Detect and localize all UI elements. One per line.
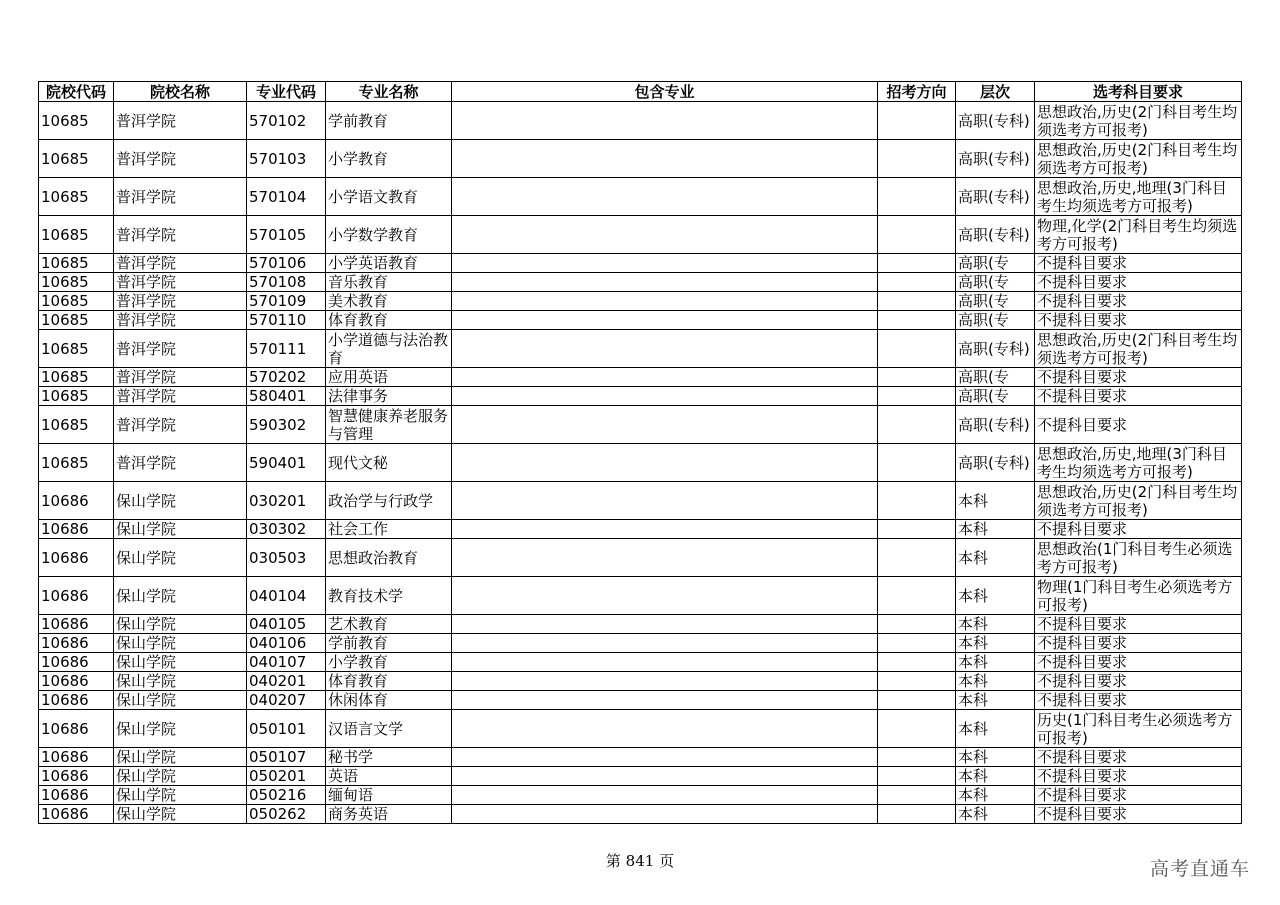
cell-school-name: 普洱学院 <box>114 311 247 330</box>
cell-school-name: 保山学院 <box>114 520 247 539</box>
cell-level: 本科 <box>956 786 1035 805</box>
cell-subject-requirement: 历史(1门科目考生必须选考方可报考) <box>1035 710 1242 748</box>
cell-school-code: 10686 <box>39 710 114 748</box>
cell-direction <box>878 805 956 824</box>
cell-level: 本科 <box>956 710 1035 748</box>
cell-major-name: 政治学与行政学 <box>326 482 452 520</box>
cell-school-code: 10686 <box>39 634 114 653</box>
table-row <box>39 292 1242 311</box>
cell-school-name: 保山学院 <box>114 482 247 520</box>
cell-subject-requirement: 物理,化学(2门科目考生均须选考方可报考) <box>1035 216 1242 254</box>
cell-direction <box>878 330 956 368</box>
cell-direction <box>878 539 956 577</box>
table-row <box>39 710 1242 748</box>
cell-level: 本科 <box>956 520 1035 539</box>
table-row <box>39 520 1242 539</box>
cell-school-name: 保山学院 <box>114 805 247 824</box>
cell-major-name: 体育教育 <box>326 311 452 330</box>
table-row <box>39 786 1242 805</box>
cell-subject-requirement: 不提科目要求 <box>1035 254 1242 273</box>
cell-included-majors <box>452 653 878 672</box>
table-row <box>39 482 1242 520</box>
cell-direction <box>878 653 956 672</box>
cell-major-code: 050101 <box>247 710 326 748</box>
cell-school-code: 10685 <box>39 102 114 140</box>
cell-included-majors <box>452 691 878 710</box>
cell-direction <box>878 634 956 653</box>
cell-major-code: 050262 <box>247 805 326 824</box>
table-row <box>39 691 1242 710</box>
cell-subject-requirement: 不提科目要求 <box>1035 520 1242 539</box>
cell-included-majors <box>452 330 878 368</box>
cell-subject-requirement: 不提科目要求 <box>1035 805 1242 824</box>
cell-major-name: 音乐教育 <box>326 273 452 292</box>
cell-school-code: 10685 <box>39 406 114 444</box>
cell-major-name: 英语 <box>326 767 452 786</box>
cell-included-majors <box>452 292 878 311</box>
table-row <box>39 330 1242 368</box>
table-row <box>39 805 1242 824</box>
cell-direction <box>878 178 956 216</box>
cell-school-code: 10685 <box>39 368 114 387</box>
cell-level: 高职(专科) <box>956 406 1035 444</box>
cell-subject-requirement: 不提科目要求 <box>1035 387 1242 406</box>
cell-level: 本科 <box>956 672 1035 691</box>
header-level: 层次 <box>956 82 1035 102</box>
cell-major-code: 050216 <box>247 786 326 805</box>
cell-subject-requirement: 不提科目要求 <box>1035 368 1242 387</box>
cell-major-code: 570108 <box>247 273 326 292</box>
cell-school-name: 保山学院 <box>114 577 247 615</box>
cell-direction <box>878 482 956 520</box>
cell-direction <box>878 444 956 482</box>
cell-subject-requirement: 不提科目要求 <box>1035 615 1242 634</box>
cell-major-code: 040107 <box>247 653 326 672</box>
cell-direction <box>878 387 956 406</box>
cell-direction <box>878 102 956 140</box>
cell-level: 高职(专 <box>956 273 1035 292</box>
cell-included-majors <box>452 368 878 387</box>
table-row <box>39 653 1242 672</box>
cell-subject-requirement: 不提科目要求 <box>1035 786 1242 805</box>
cell-included-majors <box>452 786 878 805</box>
cell-school-code: 10685 <box>39 178 114 216</box>
cell-subject-requirement: 不提科目要求 <box>1035 292 1242 311</box>
cell-level: 高职(专 <box>956 387 1035 406</box>
cell-subject-requirement: 不提科目要求 <box>1035 691 1242 710</box>
cell-major-name: 小学道德与法治教育 <box>326 330 452 368</box>
page-number: 第 841 页 <box>605 852 675 870</box>
cell-included-majors <box>452 140 878 178</box>
cell-school-code: 10685 <box>39 330 114 368</box>
cell-major-code: 570202 <box>247 368 326 387</box>
cell-level: 高职(专科) <box>956 444 1035 482</box>
cell-included-majors <box>452 520 878 539</box>
cell-level: 本科 <box>956 653 1035 672</box>
cell-level: 高职(专科) <box>956 216 1035 254</box>
header-direction: 招考方向 <box>878 82 956 102</box>
cell-direction <box>878 311 956 330</box>
cell-included-majors <box>452 539 878 577</box>
cell-school-code: 10686 <box>39 748 114 767</box>
cell-major-name: 美术教育 <box>326 292 452 311</box>
table-row <box>39 178 1242 216</box>
cell-major-code: 030201 <box>247 482 326 520</box>
cell-school-name: 保山学院 <box>114 786 247 805</box>
cell-major-code: 030302 <box>247 520 326 539</box>
header-subject-requirement: 选考科目要求 <box>1035 82 1242 102</box>
header-major-name: 专业名称 <box>326 82 452 102</box>
cell-school-code: 10686 <box>39 615 114 634</box>
cell-direction <box>878 216 956 254</box>
cell-level: 高职(专 <box>956 254 1035 273</box>
cell-major-name: 体育教育 <box>326 672 452 691</box>
cell-major-name: 应用英语 <box>326 368 452 387</box>
table-row <box>39 311 1242 330</box>
cell-school-code: 10686 <box>39 577 114 615</box>
table-row <box>39 615 1242 634</box>
cell-major-code: 040104 <box>247 577 326 615</box>
cell-major-name: 秘书学 <box>326 748 452 767</box>
cell-school-code: 10686 <box>39 653 114 672</box>
cell-school-name: 普洱学院 <box>114 273 247 292</box>
cell-subject-requirement: 不提科目要求 <box>1035 634 1242 653</box>
cell-school-code: 10685 <box>39 387 114 406</box>
cell-included-majors <box>452 178 878 216</box>
header-school-code: 院校代码 <box>39 82 114 102</box>
admissions-table <box>38 81 1242 824</box>
cell-subject-requirement: 不提科目要求 <box>1035 406 1242 444</box>
cell-major-name: 思想政治教育 <box>326 539 452 577</box>
cell-school-name: 普洱学院 <box>114 292 247 311</box>
cell-school-name: 保山学院 <box>114 653 247 672</box>
header-included-majors: 包含专业 <box>452 82 878 102</box>
cell-school-name: 普洱学院 <box>114 216 247 254</box>
table-row <box>39 767 1242 786</box>
cell-subject-requirement: 不提科目要求 <box>1035 767 1242 786</box>
cell-school-code: 10686 <box>39 672 114 691</box>
table-row <box>39 634 1242 653</box>
cell-level: 本科 <box>956 482 1035 520</box>
cell-level: 本科 <box>956 691 1035 710</box>
cell-school-name: 普洱学院 <box>114 178 247 216</box>
header-school-name: 院校名称 <box>114 82 247 102</box>
cell-school-code: 10686 <box>39 691 114 710</box>
cell-subject-requirement: 思想政治,历史(2门科目考生均须选考方可报考) <box>1035 140 1242 178</box>
cell-school-code: 10685 <box>39 444 114 482</box>
cell-direction <box>878 273 956 292</box>
cell-major-code: 590401 <box>247 444 326 482</box>
cell-direction <box>878 710 956 748</box>
cell-school-name: 普洱学院 <box>114 406 247 444</box>
cell-included-majors <box>452 482 878 520</box>
cell-major-code: 040201 <box>247 672 326 691</box>
cell-direction <box>878 672 956 691</box>
cell-school-code: 10685 <box>39 292 114 311</box>
table-row <box>39 216 1242 254</box>
table-body <box>39 102 1242 824</box>
cell-school-name: 普洱学院 <box>114 102 247 140</box>
header-major-code: 专业代码 <box>247 82 326 102</box>
cell-included-majors <box>452 387 878 406</box>
cell-major-name: 现代文秘 <box>326 444 452 482</box>
cell-major-name: 小学教育 <box>326 653 452 672</box>
cell-included-majors <box>452 254 878 273</box>
cell-level: 本科 <box>956 805 1035 824</box>
cell-major-name: 教育技术学 <box>326 577 452 615</box>
cell-subject-requirement: 思想政治,历史,地理(3门科目考生均须选考方可报考) <box>1035 444 1242 482</box>
cell-school-name: 保山学院 <box>114 767 247 786</box>
cell-school-code: 10685 <box>39 273 114 292</box>
cell-major-code: 590302 <box>247 406 326 444</box>
cell-included-majors <box>452 577 878 615</box>
cell-school-name: 普洱学院 <box>114 368 247 387</box>
cell-major-code: 030503 <box>247 539 326 577</box>
cell-major-name: 小学教育 <box>326 140 452 178</box>
cell-major-name: 学前教育 <box>326 634 452 653</box>
cell-level: 高职(专 <box>956 292 1035 311</box>
cell-direction <box>878 254 956 273</box>
cell-direction <box>878 140 956 178</box>
cell-level: 高职(专 <box>956 311 1035 330</box>
cell-level: 本科 <box>956 634 1035 653</box>
cell-school-name: 保山学院 <box>114 634 247 653</box>
table-row <box>39 254 1242 273</box>
cell-school-name: 保山学院 <box>114 710 247 748</box>
cell-level: 高职(专科) <box>956 178 1035 216</box>
cell-included-majors <box>452 805 878 824</box>
cell-direction <box>878 615 956 634</box>
cell-level: 高职(专 <box>956 368 1035 387</box>
table-row <box>39 387 1242 406</box>
cell-major-name: 法律事务 <box>326 387 452 406</box>
cell-included-majors <box>452 406 878 444</box>
cell-direction <box>878 786 956 805</box>
cell-major-code: 570102 <box>247 102 326 140</box>
cell-school-code: 10686 <box>39 482 114 520</box>
cell-included-majors <box>452 767 878 786</box>
cell-included-majors <box>452 444 878 482</box>
cell-direction <box>878 748 956 767</box>
cell-included-majors <box>452 102 878 140</box>
cell-school-name: 保山学院 <box>114 748 247 767</box>
cell-level: 本科 <box>956 615 1035 634</box>
cell-included-majors <box>452 634 878 653</box>
cell-subject-requirement: 不提科目要求 <box>1035 311 1242 330</box>
cell-school-name: 普洱学院 <box>114 444 247 482</box>
cell-school-name: 保山学院 <box>114 615 247 634</box>
table-row <box>39 672 1242 691</box>
cell-direction <box>878 292 956 311</box>
cell-subject-requirement: 不提科目要求 <box>1035 672 1242 691</box>
cell-major-name: 小学语文教育 <box>326 178 452 216</box>
cell-school-code: 10685 <box>39 311 114 330</box>
cell-level: 本科 <box>956 577 1035 615</box>
cell-major-code: 570105 <box>247 216 326 254</box>
cell-major-name: 小学英语教育 <box>326 254 452 273</box>
cell-school-code: 10686 <box>39 805 114 824</box>
cell-included-majors <box>452 311 878 330</box>
cell-subject-requirement: 不提科目要求 <box>1035 748 1242 767</box>
cell-major-code: 570109 <box>247 292 326 311</box>
cell-school-name: 普洱学院 <box>114 254 247 273</box>
cell-level: 高职(专科) <box>956 330 1035 368</box>
cell-level: 高职(专科) <box>956 102 1035 140</box>
cell-subject-requirement: 不提科目要求 <box>1035 273 1242 292</box>
cell-subject-requirement: 思想政治,历史(2门科目考生均须选考方可报考) <box>1035 330 1242 368</box>
header-row <box>39 82 1242 102</box>
cell-major-name: 汉语言文学 <box>326 710 452 748</box>
cell-included-majors <box>452 216 878 254</box>
cell-major-name: 休闲体育 <box>326 691 452 710</box>
cell-major-code: 570104 <box>247 178 326 216</box>
cell-included-majors <box>452 273 878 292</box>
cell-major-code: 040105 <box>247 615 326 634</box>
cell-direction <box>878 577 956 615</box>
cell-major-code: 570106 <box>247 254 326 273</box>
cell-included-majors <box>452 748 878 767</box>
cell-school-code: 10685 <box>39 254 114 273</box>
cell-subject-requirement: 不提科目要求 <box>1035 653 1242 672</box>
cell-school-code: 10685 <box>39 216 114 254</box>
cell-major-name: 学前教育 <box>326 102 452 140</box>
cell-direction <box>878 520 956 539</box>
cell-school-code: 10686 <box>39 520 114 539</box>
cell-subject-requirement: 思想政治,历史(2门科目考生均须选考方可报考) <box>1035 102 1242 140</box>
cell-subject-requirement: 思想政治,历史,地理(3门科目考生均须选考方可报考) <box>1035 178 1242 216</box>
table-row <box>39 577 1242 615</box>
cell-major-code: 570103 <box>247 140 326 178</box>
cell-direction <box>878 406 956 444</box>
table-row <box>39 406 1242 444</box>
cell-school-name: 保山学院 <box>114 691 247 710</box>
cell-major-code: 570111 <box>247 330 326 368</box>
table-row <box>39 368 1242 387</box>
cell-direction <box>878 368 956 387</box>
table-row <box>39 748 1242 767</box>
cell-major-name: 智慧健康养老服务与管理 <box>326 406 452 444</box>
cell-major-code: 050201 <box>247 767 326 786</box>
cell-major-name: 商务英语 <box>326 805 452 824</box>
cell-major-name: 社会工作 <box>326 520 452 539</box>
watermark-text: 高考直通车 <box>1149 858 1250 880</box>
cell-included-majors <box>452 672 878 691</box>
cell-major-code: 050107 <box>247 748 326 767</box>
cell-included-majors <box>452 615 878 634</box>
cell-level: 本科 <box>956 767 1035 786</box>
cell-direction <box>878 767 956 786</box>
cell-major-code: 040106 <box>247 634 326 653</box>
table-row <box>39 444 1242 482</box>
cell-level: 本科 <box>956 748 1035 767</box>
cell-major-name: 艺术教育 <box>326 615 452 634</box>
cell-school-code: 10686 <box>39 539 114 577</box>
cell-school-name: 普洱学院 <box>114 387 247 406</box>
cell-major-code: 040207 <box>247 691 326 710</box>
table-row <box>39 273 1242 292</box>
cell-subject-requirement: 思想政治,历史(2门科目考生均须选考方可报考) <box>1035 482 1242 520</box>
table-row <box>39 140 1242 178</box>
cell-school-code: 10685 <box>39 140 114 178</box>
cell-school-name: 普洱学院 <box>114 140 247 178</box>
cell-major-name: 小学数学教育 <box>326 216 452 254</box>
cell-school-code: 10686 <box>39 767 114 786</box>
table-row <box>39 539 1242 577</box>
cell-school-name: 保山学院 <box>114 672 247 691</box>
cell-direction <box>878 691 956 710</box>
cell-school-code: 10686 <box>39 786 114 805</box>
cell-included-majors <box>452 710 878 748</box>
table-row <box>39 102 1242 140</box>
cell-subject-requirement: 思想政治(1门科目考生必须选考方可报考) <box>1035 539 1242 577</box>
cell-school-name: 普洱学院 <box>114 330 247 368</box>
cell-level: 高职(专科) <box>956 140 1035 178</box>
cell-level: 本科 <box>956 539 1035 577</box>
cell-subject-requirement: 物理(1门科目考生必须选考方可报考) <box>1035 577 1242 615</box>
cell-major-name: 缅甸语 <box>326 786 452 805</box>
cell-major-code: 580401 <box>247 387 326 406</box>
cell-major-code: 570110 <box>247 311 326 330</box>
cell-school-name: 保山学院 <box>114 539 247 577</box>
